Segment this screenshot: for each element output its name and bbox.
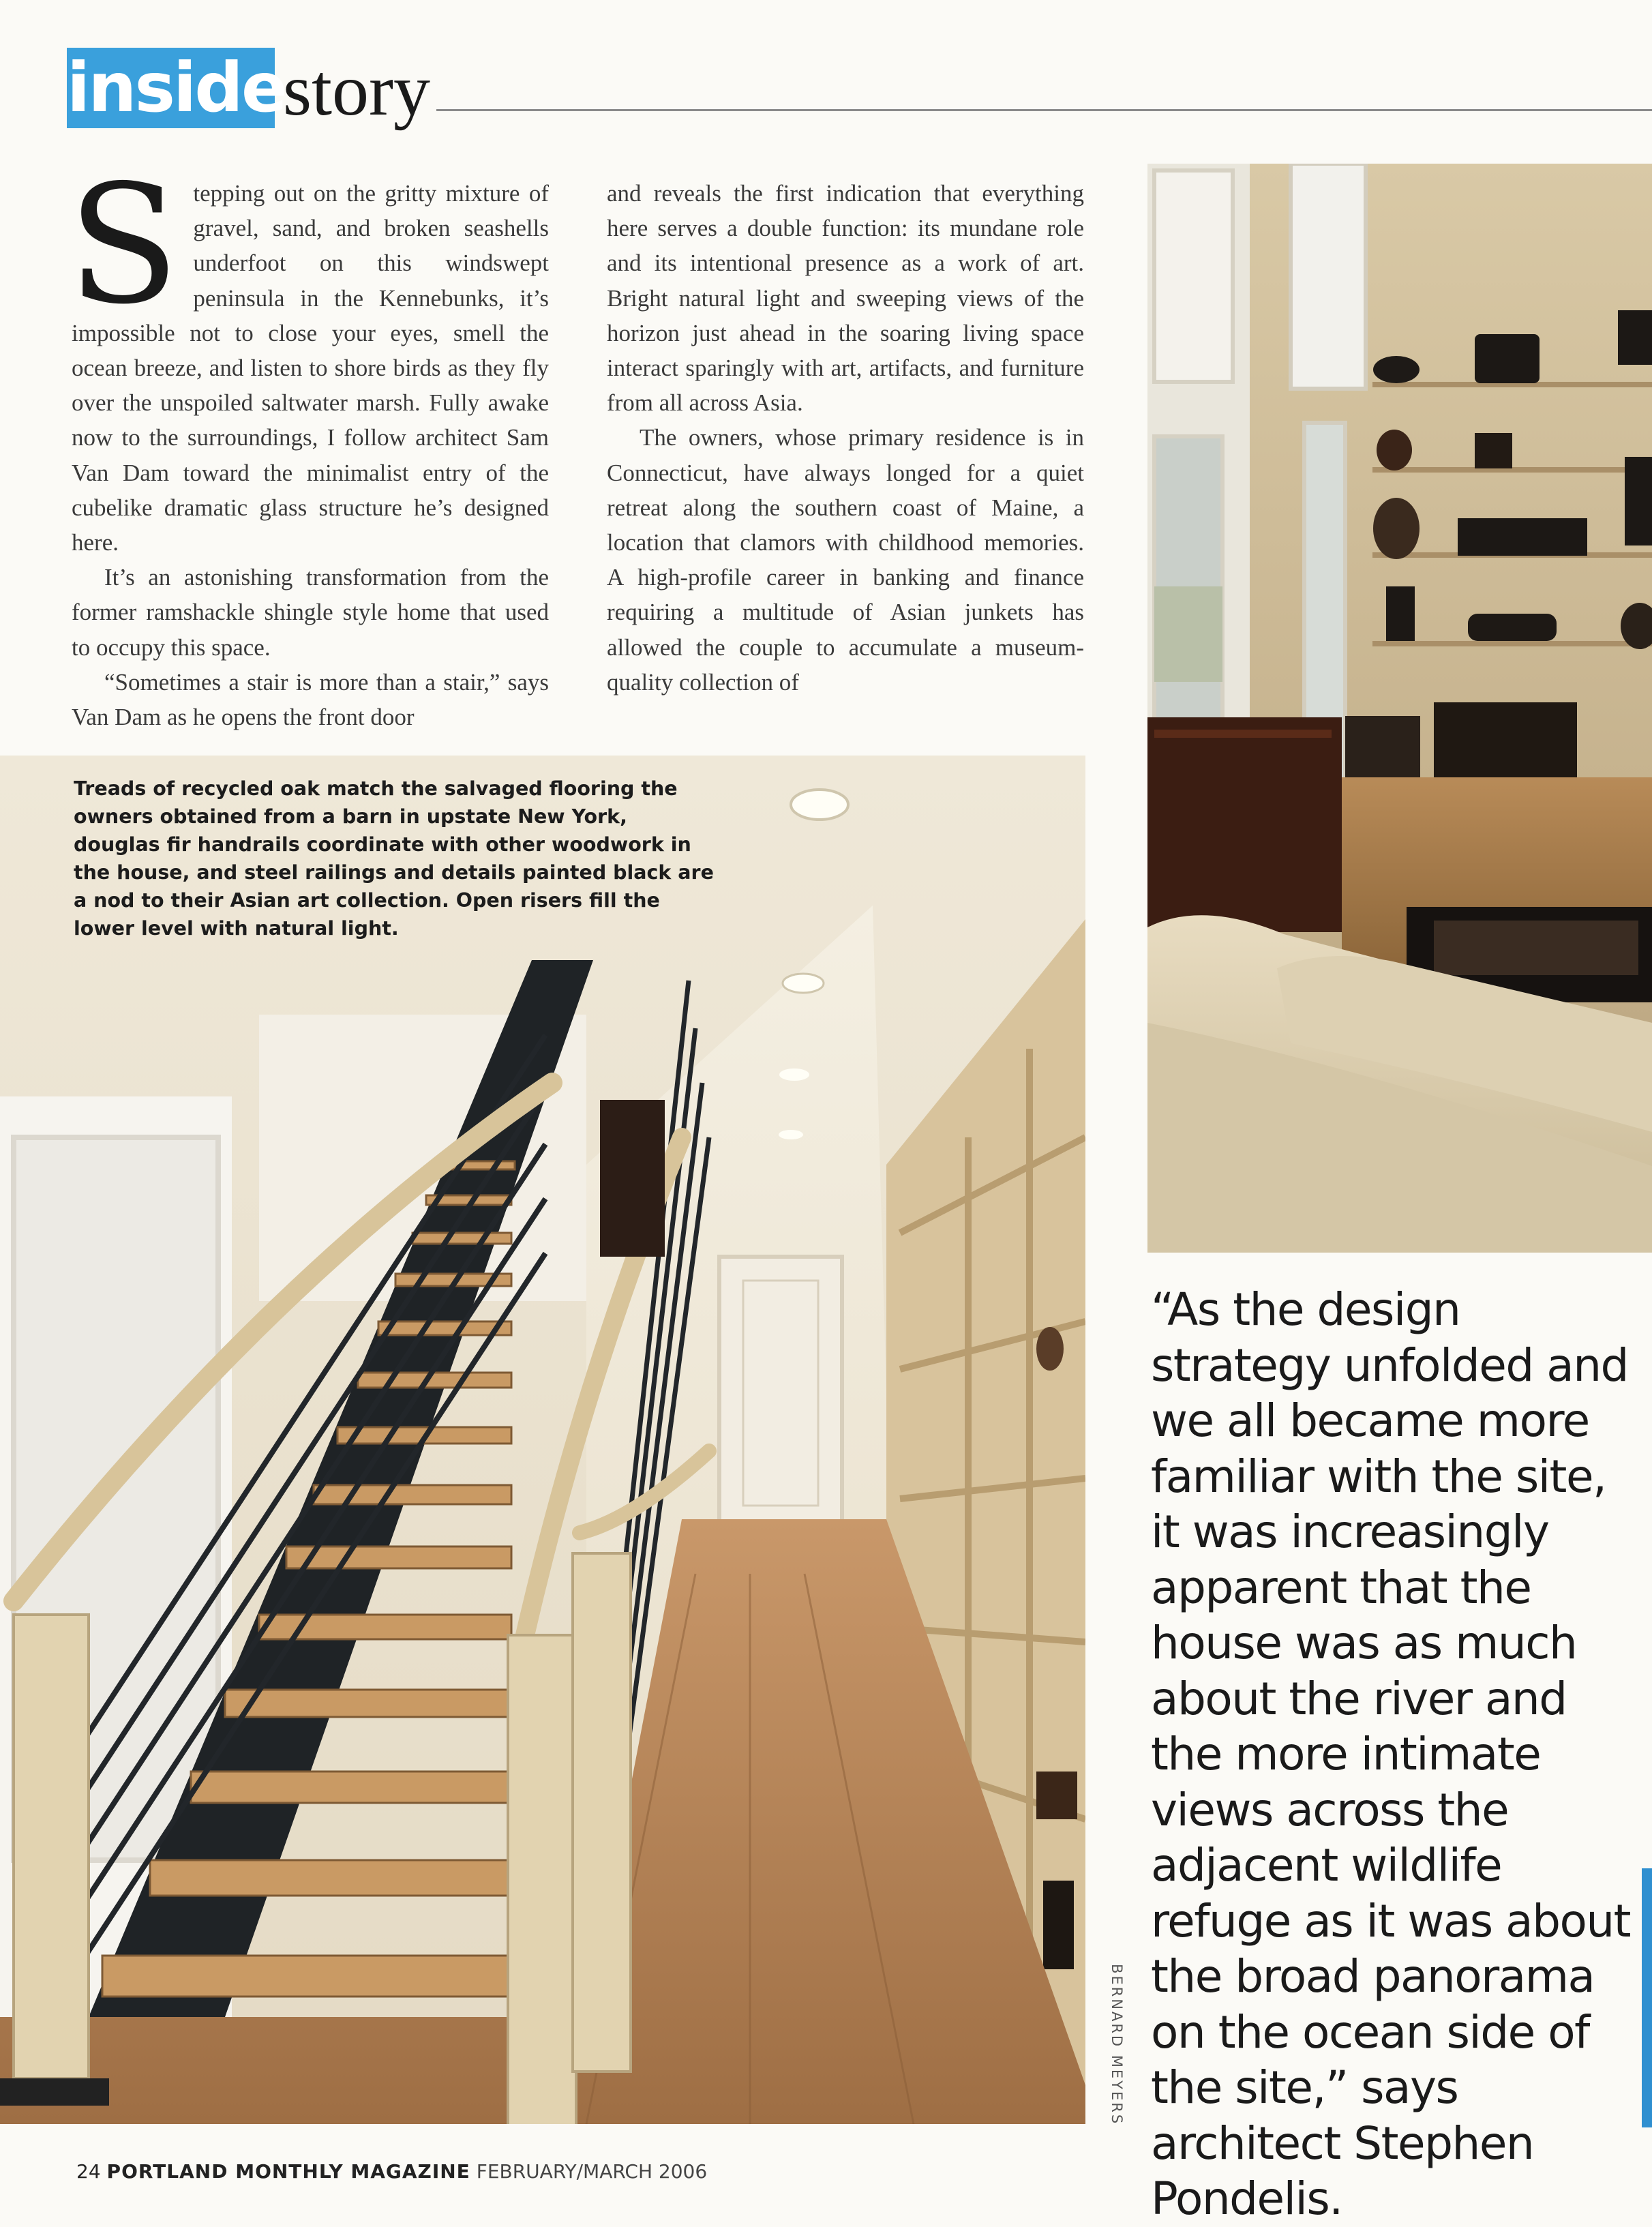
header-rule [436, 109, 1652, 111]
section-title: story [283, 50, 430, 131]
drop-cap: S [67, 149, 180, 340]
magazine-name: PORTLAND MONTHLY MAGAZINE [106, 2160, 470, 2183]
page-edge-bar [1642, 1868, 1652, 2127]
article-paragraph: “Sometimes a stair is more than a stair,” says Van Dam as he opens the front door [72, 668, 549, 731]
staircase-illustration [0, 756, 1085, 2124]
article-column-right [607, 176, 1084, 700]
living-room-photo [1147, 164, 1652, 1253]
photo-caption: Treads of recycled oak match the salvaged flooring the owners obtained from a barn in upstate New York, douglas fir handrails coordinate with other woodwork in the house, and steel railings and details painted black are a nod to their Asian art collection. Open risers fill the lower level with natural light. [74, 777, 714, 940]
living-room-illustration [1147, 164, 1652, 1253]
issue-date: FEBRUARY/MARCH 2006 [476, 2160, 708, 2183]
article-paragraph: The owners, whose primary residence is in Connecticut, have always longed for a quiet retreat along the southern coast of Maine, a location that clamors with childhood memories. A high-profile career in banking and finance requiring a multitude of Asian junkets has allowed the couple to accumulate a museum-quality collection of [607, 424, 1084, 696]
section-badge: inside [67, 48, 286, 128]
page-footer [76, 2160, 707, 2183]
staircase-photo [0, 756, 1085, 2124]
photo-credit: BERNARD MEYERS [1109, 1964, 1125, 2126]
page-number: 24 [76, 2160, 101, 2183]
article-paragraph: It’s an astonishing transformation from the former ramshackle shingle style home that used to occupy this space. [72, 564, 549, 661]
pull-quote: “As the design strategy unfolded and we all became more familiar with the site, it was increasingly apparent that the house was as much about the river and the more intimate views across the adjacent wildlife refuge as it was about the broad panorama on the ocean side of the site,” says architect Stephen Pondelis. [1151, 1283, 1631, 2225]
article-paragraph: tepping out on the gritty mixture of gravel, sand, and broken seashells underfoot on this windswept peninsula in the Kennebunks, it’s impossible not to close your eyes, smell the ocean breeze, and listen to shore birds as they fly over the unspoiled saltwater marsh. Fully awake now to the surroundings, I follow architect Sam Van Dam toward the minimalist entry of the cubelike dramatic glass structure he’s designed here. [72, 180, 549, 556]
article-paragraph: and reveals the first indication that everything here serves a double function: its mundane role and its intentional presence as a work of art. Bright natural light and sweeping views of the horizon just ahead in the soaring living space interact sparingly with art, artifacts, and furniture from all across Asia. [607, 180, 1084, 417]
article-column-left [67, 149, 549, 734]
